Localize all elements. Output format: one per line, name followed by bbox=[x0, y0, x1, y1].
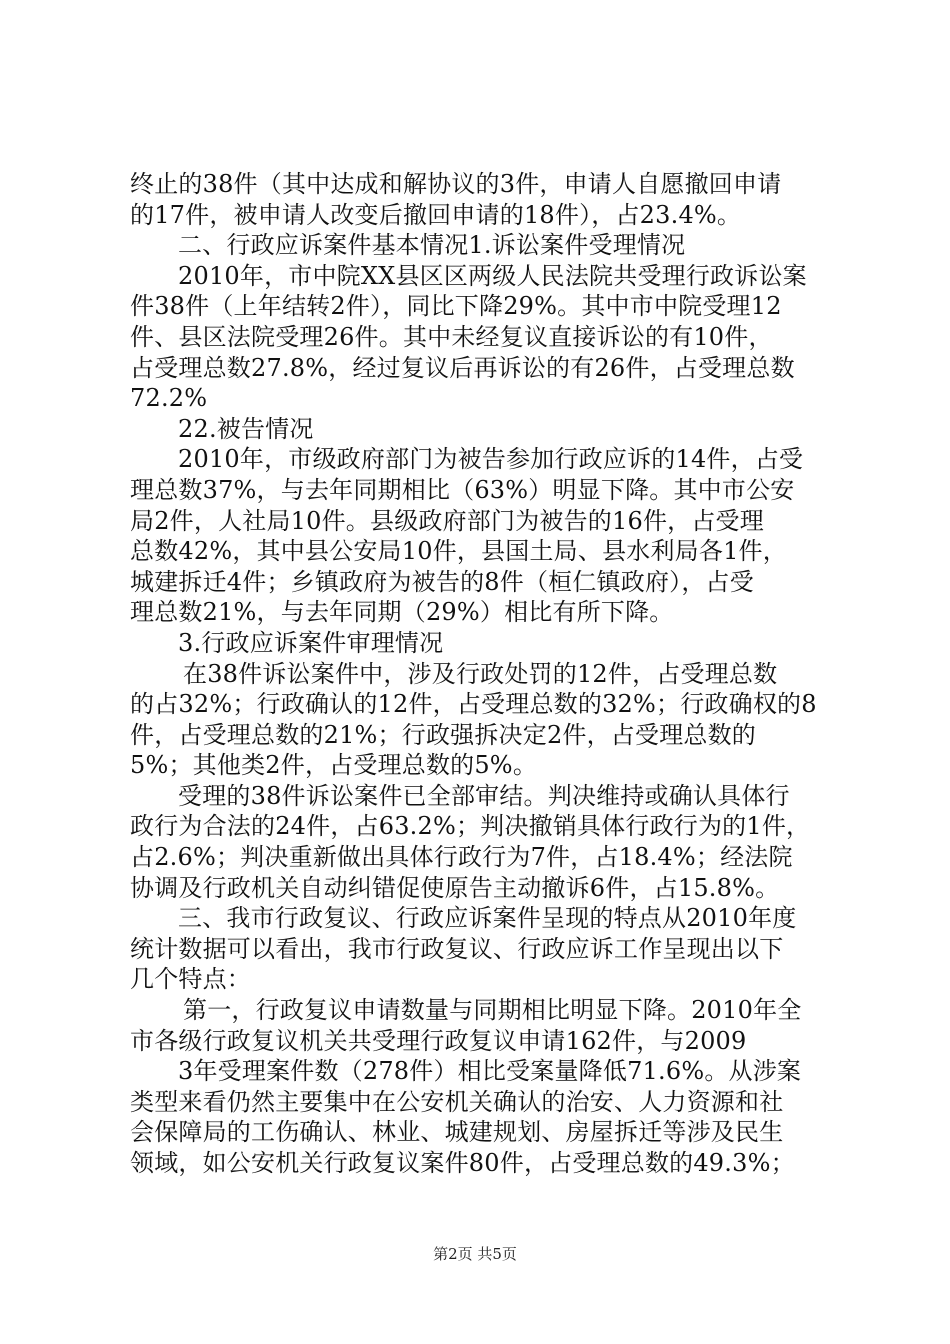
section-heading: 22.被告情况 bbox=[178, 414, 314, 443]
section-heading: 二、行政应诉案件基本情况1.诉讼案件受理情况 bbox=[178, 231, 686, 260]
text-line: 理总数21%，与去年同期（29%）相比有所下降。 bbox=[130, 598, 674, 627]
section-heading: 3.行政应诉案件审理情况 bbox=[178, 628, 444, 657]
text-line: 市各级行政复议机关共受理行政复议申请162件，与2009 bbox=[130, 1026, 747, 1055]
text-line: 总数42%，其中县公安局10件，县国土局、县水利局各1件， bbox=[130, 537, 787, 566]
text-line: 局2件，人社局10件。县级政府部门为被告的16件，占受理 bbox=[130, 506, 764, 535]
text-line: 会保障局的工伤确认、林业、城建规划、房屋拆迁等涉及民生 bbox=[130, 1118, 784, 1147]
text-line: 占受理总数27.8%，经过复议后再诉讼的有26件，占受理总数 bbox=[130, 353, 795, 382]
text-line: 的占32%；行政确认的12件，占受理总数的32%；行政确权的8 bbox=[130, 690, 817, 719]
page-footer: 第2页 共5页 bbox=[433, 1245, 517, 1263]
text-line: 件、县区法院受理26件。其中未经复议直接诉讼的有10件， bbox=[130, 322, 773, 351]
text-line: 72.2% bbox=[130, 384, 208, 413]
text-line: 2010年，市级政府部门为被告参加行政应诉的14件，占受 bbox=[178, 445, 804, 474]
text-line: 第一，行政复议申请数量与同期相比明显下降。2010年全 bbox=[183, 996, 802, 1025]
text-line: 领域，如公安机关行政复议案件80件，占受理总数的49.3%； bbox=[130, 1149, 795, 1177]
text-line: 5%；其他类2件，占受理总数的5%。 bbox=[130, 751, 538, 780]
text-line: 终止的38件（其中达成和解协议的3件，申请人自愿撤回申请 bbox=[130, 170, 782, 198]
text-line: 占2.6%；判决重新做出具体行政行为7件，占18.4%；经法院 bbox=[130, 843, 793, 872]
text-line: 件，占受理总数的21%；行政强拆决定2件，占受理总数的 bbox=[130, 720, 757, 749]
text-line: 类型来看仍然主要集中在公安机关确认的治安、人力资源和社 bbox=[130, 1087, 784, 1116]
text-line: 3年受理案件数（278件）相比受案量降低71.6%。从涉案 bbox=[178, 1057, 802, 1086]
text-line: 理总数37%，与去年同期相比（63%）明显下降。其中市公安 bbox=[130, 475, 795, 504]
text-line: 几个特点： bbox=[130, 965, 251, 994]
text-line: 城建拆迁4件；乡镇政府为被告的8件（桓仁镇政府），占受 bbox=[130, 567, 754, 596]
text-line: 协调及行政机关自动纠错促使原告主动撤诉6件，占15.8%。 bbox=[130, 873, 780, 902]
text-line: 在38件诉讼案件中，涉及行政处罚的12件，占受理总数 bbox=[183, 659, 778, 688]
text-line: 的17件，被申请人改变后撤回申请的18件），占23.4%。 bbox=[130, 200, 742, 229]
text-line: 受理的38件诉讼案件已全部审结。判决维持或确认具体行 bbox=[178, 781, 790, 810]
text-line: 政行为合法的24件，占63.2%；判决撤销具体行政行为的1件， bbox=[130, 812, 811, 841]
text-line: 2010年，市中院XX县区区两级人民法院共受理行政诉讼案 bbox=[178, 261, 807, 290]
text-line: 统计数据可以看出，我市行政复议、行政应诉工作呈现出以下 bbox=[130, 934, 784, 963]
body-text bbox=[130, 169, 830, 1179]
text-line: 件38件（上年结转2件），同比下降29%。其中市中院受理12 bbox=[130, 292, 782, 321]
section-heading: 三、我市行政复议、行政应诉案件呈现的特点从2010年度 bbox=[178, 904, 797, 933]
